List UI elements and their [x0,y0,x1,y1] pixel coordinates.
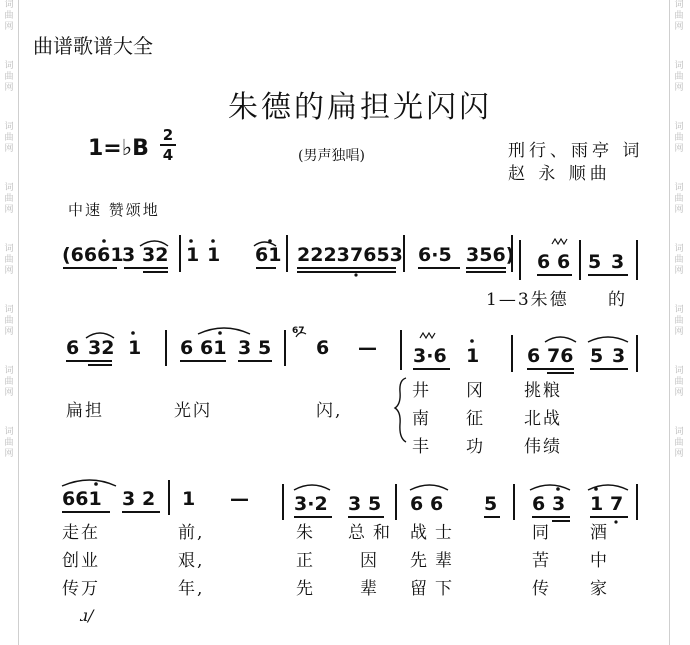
watermark-char: 词 [674,0,684,10]
watermark-char: 曲 [674,194,684,204]
ornament-mark [296,333,306,337]
watermark-char: 词 [674,244,684,254]
lyric: 征 [466,409,485,429]
lyric: 艰, [178,551,205,571]
lyric: 总和 [348,523,398,543]
note-group: 61 [200,337,227,359]
watermark-char: 曲 [674,377,684,387]
note-group: 3 [122,244,136,266]
watermark-char: 网 [4,83,14,93]
slur [140,241,168,246]
lyric: 伟绩 [524,437,562,457]
note-group: 3 [238,337,252,359]
verse-bracket [395,378,406,442]
note-group: 1 [590,493,604,515]
watermark-char: 曲 [674,133,684,143]
note-group: 7 [610,493,624,515]
note-group: 6 [66,337,80,359]
note-group: 7653 [350,244,403,266]
watermark-char: 曲 [674,11,684,21]
composer-credit: 赵 永 顺曲 [508,164,611,184]
lyric: 传万 [62,579,100,599]
slur [588,337,628,342]
note-group: 6 [180,337,194,359]
lyric: 井 [412,381,431,401]
lyric: 北战 [524,409,562,429]
watermark-char: 词 [4,244,14,254]
lyric: 丰 [412,437,431,457]
watermark-char: 词 [4,61,14,71]
note-group: 1 [207,244,221,266]
note-group: 1 [182,488,196,510]
note-group: 3·6 [413,345,447,367]
octave-dot [102,239,106,243]
lyric: 传 [532,579,551,599]
octave-dot [556,487,560,491]
watermark-char: 词 [4,122,14,132]
watermark-char: 词 [674,366,684,376]
watermark-char: 曲 [4,194,14,204]
slur [545,337,576,342]
watermark-char: 网 [4,22,14,32]
lyric: 先 [296,579,315,599]
note-group: 6 [532,493,546,515]
lyric: 走在 [62,523,100,543]
lyric-intro: 1—3朱德 [486,290,569,310]
slur [198,328,250,334]
watermark-char: 曲 [4,133,14,143]
note-group: 5 [484,493,498,515]
octave-dot [211,239,215,243]
watermark-char: 词 [674,61,684,71]
watermark-char: 曲 [674,255,684,265]
note-group: 5 [590,345,604,367]
lyric: 正 [296,551,315,571]
note-group: 1 [466,345,480,367]
lyric: 闪, [316,401,343,421]
note-group: — [230,488,249,510]
octave-dot [594,487,598,491]
note-group: 5 [368,493,382,515]
octave-dot [218,331,222,335]
watermark-char: 曲 [4,316,14,326]
watermark-char: 词 [674,183,684,193]
note-group: 6 [410,493,424,515]
time-bottom: 4 [162,146,174,164]
lyric: 年, [178,579,205,599]
watermark-char: 网 [674,22,684,32]
watermark-char: 词 [4,183,14,193]
note-group: 76 [547,345,574,367]
lyric: 冈 [466,381,485,401]
note-group: 661 [62,488,102,510]
note-group: 2223 [297,244,350,266]
watermark-char: 网 [4,266,14,276]
slur [530,485,570,490]
watermark-char: 词 [674,122,684,132]
note-group: 3 [552,493,566,515]
lyric: 光闪 [174,401,212,421]
note-group: 6·5 [418,244,452,266]
lyric: 中 [590,551,609,571]
note-group: 1 [186,244,200,266]
watermark-char: 曲 [4,255,14,265]
octave-dot-low [614,520,617,523]
watermark-char: 网 [4,327,14,337]
lyric: 挑粮 [524,381,562,401]
score-fragment: ɹ/ [80,606,94,625]
key-signature: 1=♭B [88,136,149,161]
watermark-char: 网 [674,205,684,215]
slur [86,333,114,338]
watermark-char: 词 [674,427,684,437]
watermark-char: 网 [674,144,684,154]
note-group: 3 [122,488,136,510]
lyricist-credit: 刑行、雨亭 词 [508,141,644,161]
watermark-char: 词 [4,0,14,10]
lyric: 家 [590,579,609,599]
watermark-char: 曲 [4,11,14,21]
song-title: 朱德的扁担光闪闪 [228,90,492,125]
note-group: 3·2 [294,493,328,515]
lyric: 创业 [62,551,100,571]
octave-dot-low [354,273,357,276]
watermark-char: 词 [674,305,684,315]
note-group: 5 [258,337,272,359]
lyric: 辈 [360,579,379,599]
watermark-char: 曲 [674,72,684,82]
octave-dot [189,239,193,243]
watermark-char: 词 [4,366,14,376]
note-group: 6 [527,345,541,367]
slur [62,480,116,486]
watermark-char: 曲 [4,438,14,448]
note-group: 6 [430,493,444,515]
grace-notes: 67 [292,326,305,336]
slur [410,485,448,490]
tempo-marking: 中速 赞颂地 [68,201,160,219]
slur [294,485,330,490]
lyric: 的 [608,290,627,310]
watermark-char: 网 [4,144,14,154]
note-group: 6 [557,251,571,273]
lyric: 战士 [410,523,460,543]
octave-dot [268,239,272,243]
watermark-char: 曲 [674,316,684,326]
note-group: 61 [255,244,282,266]
lyric: 前, [178,523,205,543]
watermark-char: 曲 [4,377,14,387]
note-group: (6661 [62,244,124,266]
slur [254,242,276,246]
watermark-char: 词 [4,427,14,437]
lyric: 先辈 [410,551,460,571]
watermark-char: 网 [674,388,684,398]
site-title: 曲谱歌谱大全 [33,34,153,58]
lyric: 苦 [532,551,551,571]
watermark-char: 曲 [4,72,14,82]
watermark-char: 网 [674,83,684,93]
note-group: 3 [612,345,626,367]
octave-dot [470,339,474,343]
watermark-char: 网 [4,205,14,215]
lyric: 功 [466,437,485,457]
time-top: 2 [162,126,174,144]
note-group: 2 [142,488,156,510]
note-group: — [358,337,377,359]
note-group: 6 [316,337,330,359]
note-group: 356) [466,244,515,266]
lyric: 酒 [590,523,609,543]
lyric: 朱 [296,523,315,543]
watermark-char: 网 [674,449,684,459]
note-group: 3 [348,493,362,515]
note-group: 3 [611,251,625,273]
watermark-char: 网 [4,388,14,398]
slur [588,485,628,490]
lyric: 留下 [410,579,460,599]
note-group: 5 [588,251,602,273]
ornament-mark [420,333,435,338]
watermark-char: 网 [674,266,684,276]
octave-dot [94,482,98,486]
note-group: 32 [88,337,115,359]
octave-dot [131,331,135,335]
note-group: 1 [128,337,142,359]
lyric: 同 [532,523,551,543]
watermark-char: 网 [4,449,14,459]
lyric: 南 [412,409,431,429]
voice-label: (男声独唱) [298,148,365,164]
note-group: 6 [537,251,551,273]
lyric: 扁担 [66,401,104,421]
watermark-char: 曲 [674,438,684,448]
lyric: 因 [360,551,379,571]
watermark-char: 词 [4,305,14,315]
ornament-mark [552,239,567,244]
watermark-char: 网 [674,327,684,337]
note-group: 32 [142,244,169,266]
